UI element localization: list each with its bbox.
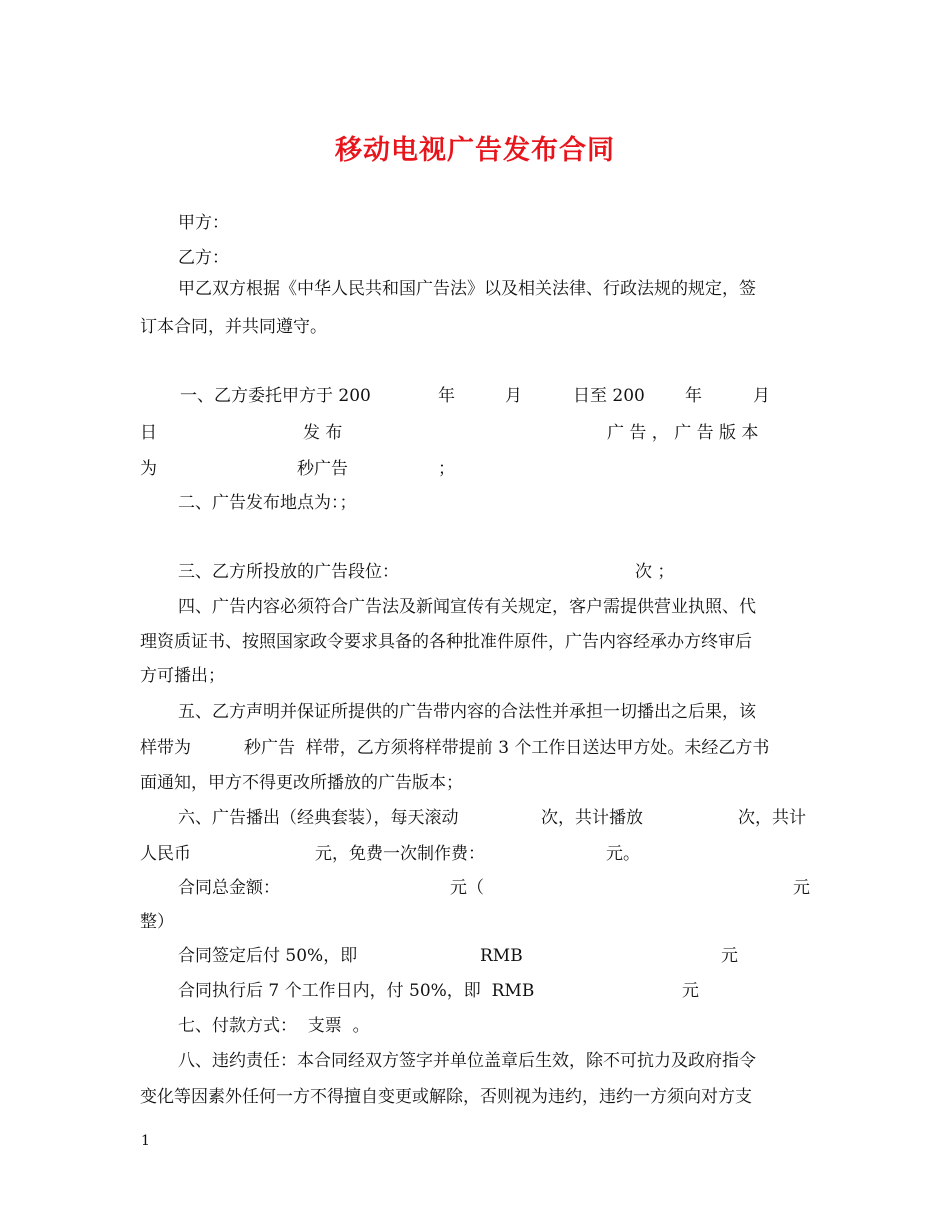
clause-1-seconds-ad: 秒广告 bbox=[297, 459, 348, 479]
payment-first-rmb: RMB bbox=[480, 946, 523, 966]
payment-first: 合同签定后付 50%，即 bbox=[178, 946, 358, 966]
clause-6-daily: 六、广告播出（经典套装），每天滚动 bbox=[178, 808, 459, 828]
clause-5-line-2: 秒广告 样带，乙方须将样带提前 3 个工作日送达甲方处。未经乙方书 bbox=[244, 738, 770, 758]
clause-8-line-2: 变化等因素外任何一方不得擅自变更或解除，否则视为违约，违约一方须向对方支 bbox=[140, 1087, 752, 1107]
clause-1-date-start: 一、乙方委托甲方于 200 bbox=[180, 386, 371, 406]
clause-6-rmb: 人民币 bbox=[140, 844, 191, 864]
clause-6-total-play: 次，共计播放 bbox=[541, 808, 643, 828]
total-amount-yuan: 元 bbox=[793, 878, 810, 898]
total-amount-yuan-open: 元（ bbox=[450, 878, 484, 898]
clause-6-yuan: 元。 bbox=[606, 844, 640, 864]
party-a-line: 甲方： bbox=[178, 213, 229, 233]
clause-1-year-2: 年 bbox=[685, 386, 702, 406]
clause-3-times: 次 ； bbox=[635, 562, 675, 582]
clause-1-ad-version: 广 告 ， 广 告 版 本 bbox=[607, 423, 759, 443]
payment-second-yuan: 元 bbox=[682, 981, 699, 1001]
clause-2: 二、广告发布地点为：； bbox=[178, 493, 357, 513]
preamble-line-2: 订本合同，并共同遵守。 bbox=[140, 317, 327, 337]
preamble-line-1: 甲乙双方根据《中华人民共和国广告法》以及相关法律、行政法规的规定，签 bbox=[178, 279, 756, 299]
total-amount-close: 整） bbox=[140, 912, 174, 932]
payment-second: 合同执行后 7 个工作日内，付 50%，即 RMB bbox=[178, 981, 535, 1001]
clause-4-line-3: 方可播出； bbox=[140, 666, 225, 686]
clause-1-year-1: 年 bbox=[438, 386, 455, 406]
clause-7: 七、付款方式： 支票 。 bbox=[178, 1016, 370, 1036]
clause-6-production-fee: 元，免费一次制作费： bbox=[315, 844, 485, 864]
total-amount-label: 合同总金额： bbox=[178, 878, 280, 898]
clause-1-semicolon: ； bbox=[438, 459, 455, 479]
clause-5-sample: 样带为 bbox=[140, 738, 191, 758]
clause-1-month-1: 月 bbox=[505, 386, 522, 406]
clause-1-day-2: 日 bbox=[140, 423, 157, 443]
clause-4-line-1: 四、广告内容必须符合广告法及新闻宣传有关规定，客户需提供营业执照、代 bbox=[178, 597, 756, 617]
payment-first-yuan: 元 bbox=[721, 946, 738, 966]
clause-5-line-1: 五、乙方声明并保证所提供的广告带内容的合法性并承担一切播出之后果，该 bbox=[178, 702, 756, 722]
clause-1-day-to-year: 日至 200 bbox=[573, 386, 645, 406]
page-number: 1 bbox=[141, 1133, 150, 1149]
clause-5-line-3: 面通知，甲方不得更改所播放的广告版本； bbox=[140, 773, 463, 793]
clause-8-line-1: 八、违约责任：本合同经双方签字并单位盖章后生效，除不可抗力及政府指令 bbox=[178, 1051, 756, 1071]
clause-1-is: 为 bbox=[140, 459, 157, 479]
clause-3: 三、乙方所投放的广告段位： bbox=[178, 562, 399, 582]
clause-1-month-2: 月 bbox=[753, 386, 770, 406]
party-b-line: 乙方： bbox=[178, 248, 229, 268]
clause-1-publish: 发 布 bbox=[303, 423, 343, 443]
clause-4-line-2: 理资质证书、按照国家政令要求具备的各种批准件原件，广告内容经承办方终审后 bbox=[140, 632, 752, 652]
clause-6-total: 次，共计 bbox=[738, 808, 806, 828]
document-title: 移动电视广告发布合同 bbox=[335, 135, 615, 166]
